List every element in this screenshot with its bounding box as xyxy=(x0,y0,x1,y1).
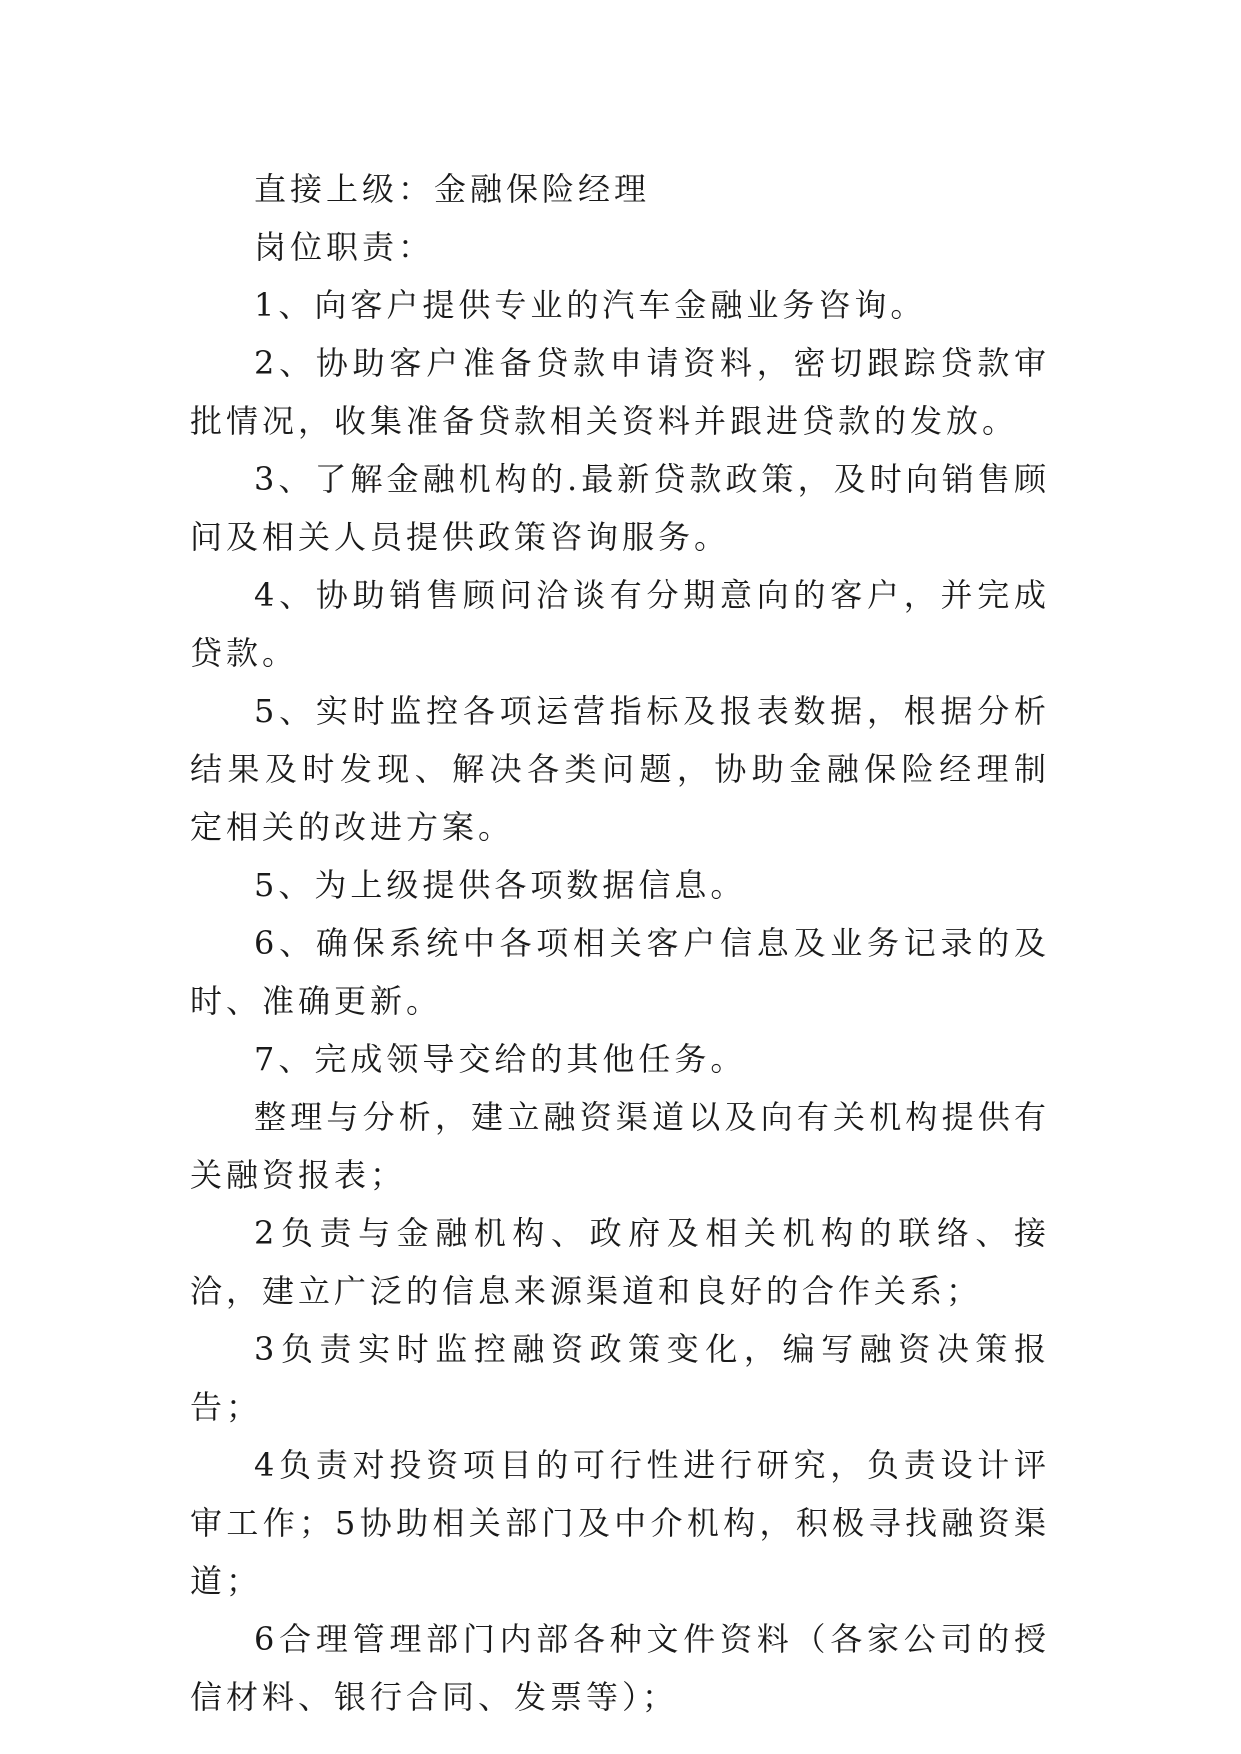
paragraph-financing-4-5: 4负责对投资项目的可行性进行研究，负责设计评审工作；5协助相关部门及中介机构，积极寻找融资渠道； xyxy=(190,1446,1050,1600)
paragraph-duty-7: 7、完成领导交给的其他任务。 xyxy=(254,1040,747,1078)
paragraph-duty-3: 3、了解金融机构的.最新贷款政策，及时向销售顾问及相关人员提供政策咨询服务。 xyxy=(190,460,1050,556)
document-body xyxy=(190,160,1050,1726)
paragraph-duty-5a: 5、实时监控各项运营指标及报表数据，根据分析结果及时发现、解决各类问题，协助金融保险经理制定相关的改进方案。 xyxy=(190,692,1050,846)
paragraph-duty-5b: 5、为上级提供各项数据信息。 xyxy=(254,866,747,904)
paragraph-financing-2: 2负责与金融机构、政府及相关机构的联络、接洽，建立广泛的信息来源渠道和良好的合作关系； xyxy=(190,1214,1050,1310)
paragraph-duties-heading: 岗位职责： xyxy=(254,228,435,266)
paragraph-financing-1: 整理与分析，建立融资渠道以及向有关机构提供有关融资报表； xyxy=(190,1098,1050,1194)
paragraph-financing-6: 6合理管理部门内部各种文件资料（各家公司的授信材料、银行合同、发票等）； xyxy=(190,1620,1050,1716)
paragraph-duty-2: 2、协助客户准备贷款申请资料，密切跟踪贷款审批情况，收集准备贷款相关资料并跟进贷款的发放。 xyxy=(190,344,1050,440)
paragraph-duty-1: 1、向客户提供专业的汽车金融业务咨询。 xyxy=(254,286,927,324)
paragraph-financing-3: 3负责实时监控融资政策变化，编写融资决策报告； xyxy=(190,1330,1050,1426)
paragraph-duty-6: 6、确保系统中各项相关客户信息及业务记录的及时、准确更新。 xyxy=(190,924,1050,1020)
paragraph-duty-4: 4、协助销售顾问洽谈有分期意向的客户，并完成贷款。 xyxy=(190,576,1050,672)
paragraph-supervisor: 直接上级：金融保险经理 xyxy=(254,170,651,208)
